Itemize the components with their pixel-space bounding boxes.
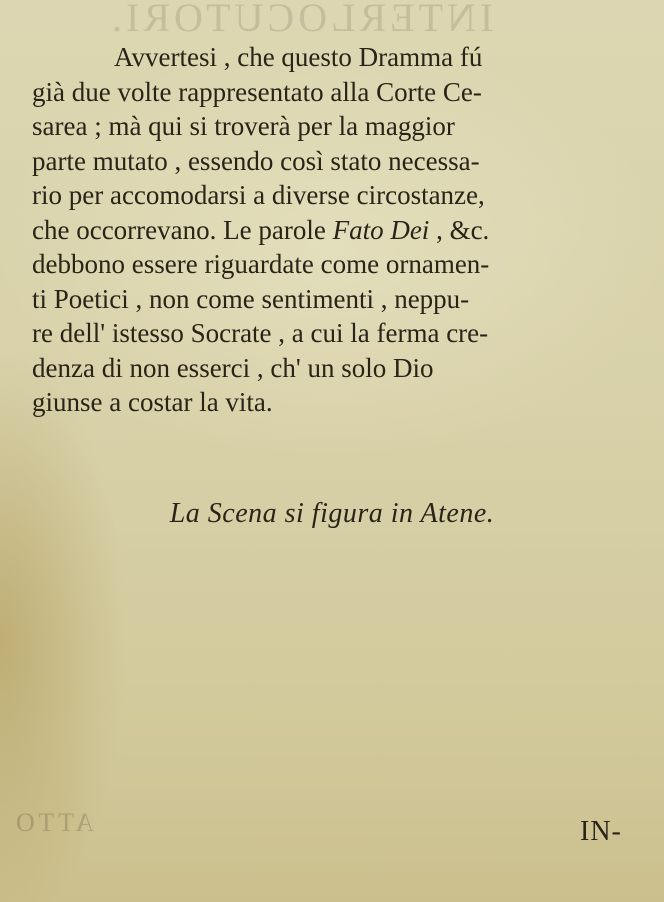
text-segment: che occorrevano. Le parole bbox=[32, 214, 326, 245]
text-line: parte mutato , essendo così stato necessa- bbox=[32, 145, 480, 176]
scene-setting-line: La Scena si figura in Atene. bbox=[169, 498, 495, 529]
text-line: sarea ; mà qui si troverà per la maggior bbox=[32, 111, 455, 141]
text-line: rio per accomodarsi a diverse circostanze, bbox=[32, 180, 485, 210]
text-line: ti Poetici , non come sentimenti , neppu- bbox=[32, 283, 470, 314]
notice-paragraph bbox=[32, 40, 628, 420]
text-line: già due volte rappresentato alla Corte Ce- bbox=[32, 76, 482, 107]
catchword: IN- bbox=[580, 816, 622, 847]
text-line: Avvertesi , che questo Dramma fú bbox=[114, 42, 483, 72]
text-line-with-italic bbox=[32, 213, 628, 248]
italic-phrase: Fato Dei bbox=[332, 214, 430, 245]
text-line: re dell' istesso Socrate , a cui la ferma cre- bbox=[32, 318, 489, 348]
text-line: debbono essere riguardate come ornamen- bbox=[32, 249, 490, 279]
text-line: giunse a costar la vita. bbox=[32, 387, 273, 417]
text-line: denza di non esserci , ch' un solo Dio bbox=[32, 352, 434, 383]
show-through-text-bottom: ATTO bbox=[12, 808, 94, 837]
text-segment: , &c. bbox=[436, 214, 490, 245]
show-through-text: INTERLOCUTORI. bbox=[108, 0, 494, 40]
